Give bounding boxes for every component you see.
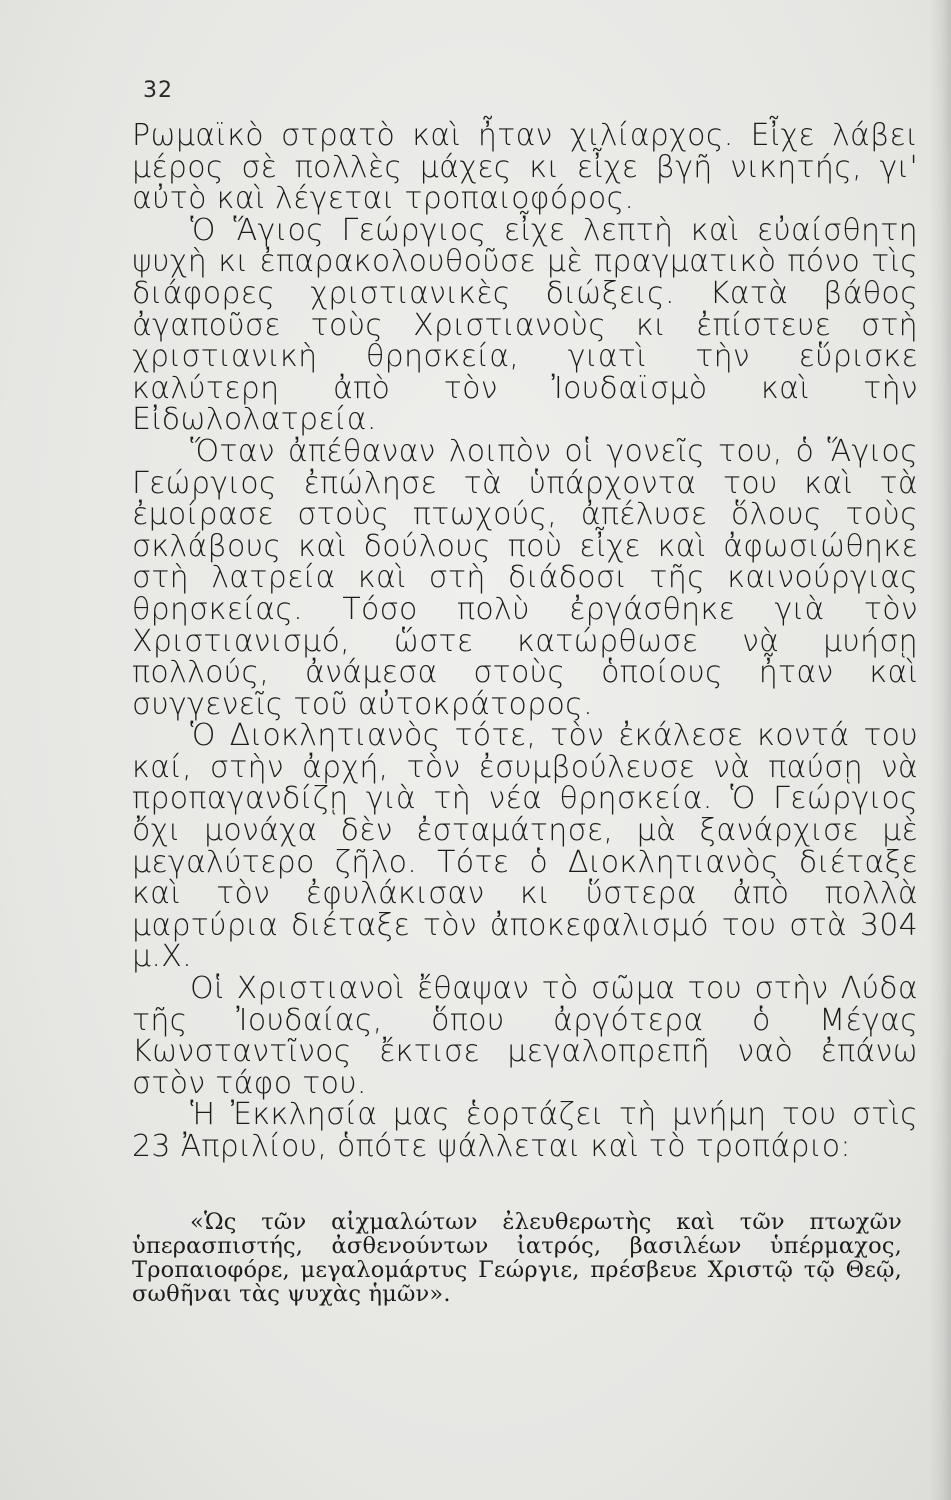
- paragraph-2: Ὁ Ἅγιος Γεώργιος εἶχε λεπτὴ καὶ εὐαίσθητη ψυχὴ κι ἐπαρακολουθοῦσε μὲ πραγματικὸ πόνο τὶς διάφορες χριστιανικὲς διώξεις. Κατὰ βάθος ἀγαποῦσε τοὺς Χριστιανοὺς κι ἐπίστευε στὴ χριστιανικὴ θρησκεία, γιατὶ τὴν εὕρισκε καλύτερη ἀπὸ τὸν Ἰουδαϊσμὸ καὶ τὴν Εἰδωλολατρεία.: [132, 212, 918, 438]
- troparion-quote: [132, 1210, 902, 1306]
- paragraph-3: Ὅταν ἀπέθαναν λοιπὸν οἱ γονεῖς του, ὁ Ἅγιος Γεώργιος ἐπώλησε τὰ ὑπάρχοντα του καὶ τὰ ἐμοίρασε στοὺς πτωχούς, ἀπέλυσε ὅλους τοὺς σκλάβους καὶ δούλους ποὺ εἶχε καὶ ἀφωσιώθηκε στὴ λατρεία καὶ στὴ διάδοσι τῆς καινούργιας θρησκείας. Τόσο πολὺ ἐργάσθηκε γιὰ τὸν Χριστιανισμό, ὥστε κατώρθωσε νὰ μυήσῃ πολλούς, ἀνάμεσα στοὺς ὁποίους ἦταν καὶ συγγενεῖς τοῦ αὐτοκράτορος.: [132, 433, 918, 722]
- body-text: [132, 120, 918, 1163]
- paragraph-6: Ἡ Ἐκκλησία μας ἑορτάζει τὴ μνήμη του στὶς 23 Ἀπριλίου, ὁπότε ψάλλεται καὶ τὸ τροπάριο:: [132, 1097, 918, 1164]
- page-edge-shadow: [929, 0, 951, 1500]
- page-number: 32: [143, 78, 173, 103]
- troparion-text: «Ὡς τῶν αἰχμαλώτων ἐλευθερωτὴς καὶ τῶν πτωχῶν ὑπερασπιστής, ἀσθενούντων ἰατρός, βασιλέων ὑπέρμαχος, Τροπαιοφόρε, μεγαλομάρτυς Γεώργιε, πρέσβευε Χριστῷ τῷ Θεῷ, σωθῆναι τὰς ψυχὰς ἡμῶν».: [132, 1209, 902, 1307]
- paragraph-4: Ὁ Διοκλητιανὸς τότε, τὸν ἐκάλεσε κοντά του καί, στὴν ἀρχή, τὸν ἐσυμβούλευσε νὰ παύσῃ νὰ προπαγανδίζῃ γιὰ τὴ νέα θρησκεία. Ὁ Γεώργιος ὄχι μονάχα δὲν ἐσταμάτησε, μὰ ξανάρχισε μὲ μεγαλύτερο ζῆλο. Τότε ὁ Διοκλητιανὸς διέταξε καὶ τὸν ἐφυλάκισαν κι ὕστερα ἀπὸ πολλὰ μαρτύρια διέταξε τὸν ἀποκεφαλισμό του στὰ 304 μ.Χ.: [132, 718, 918, 975]
- paragraph-1: Ρωμαϊκὸ στρατὸ καὶ ἦταν χιλίαρχος. Εἶχε λάβει μέρος σὲ πολλὲς μάχες κι εἶχε βγῆ νικητής, γι' αὐτὸ καὶ λέγεται τροπαιοφόρος.: [132, 118, 918, 217]
- paragraph-5: Οἱ Χριστιανοὶ ἔθαψαν τὸ σῶμα του στὴν Λύδα τῆς Ἰουδαίας, ὅπου ἀργότερα ὁ Μέγας Κωνσταντῖνος ἔκτισε μεγαλοπρεπῆ ναὸ ἐπάνω στὸν τάφο του.: [132, 971, 918, 1101]
